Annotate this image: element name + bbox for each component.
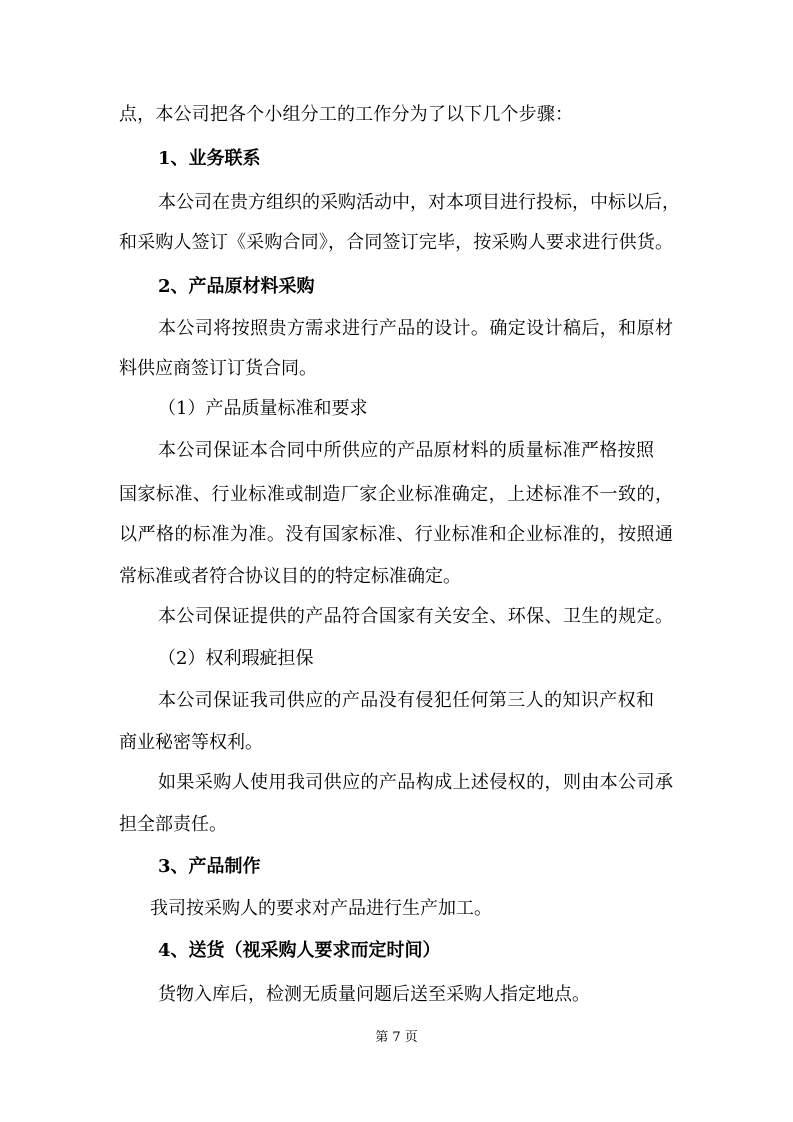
text-line: 本公司保证本合同中所供应的产品原材料的质量标准严格按照 <box>158 440 654 461</box>
text-line: 我司按采购人的要求对产品进行生产加工。 <box>150 898 492 919</box>
text-line: 本公司在贵方组织的采购活动中，对本项目进行投标，中标以后， <box>158 192 680 213</box>
page-number: 第 7 页 <box>375 1030 418 1045</box>
section-heading: 4、送货（视采购人要求而定时间） <box>158 940 441 961</box>
section-heading: 3、产品制作 <box>158 856 261 877</box>
text-line: 本公司保证我司供应的产品没有侵犯任何第三人的知识产权和 <box>158 690 654 711</box>
section-heading: 1、业务联系 <box>158 148 261 169</box>
text-line: 商业秘密等权利。 <box>119 732 263 753</box>
text-line: 国家标准、行业标准或制造厂家企业标准确定，上述标准不一致的， <box>119 484 673 505</box>
sub-heading: （1）产品质量标准和要求 <box>158 398 368 419</box>
text-line: 以严格的标准为准。没有国家标准、行业标准和企业标准的，按照通 <box>119 524 673 545</box>
text-line: 担全部责任。 <box>119 814 227 835</box>
text-line: 点，本公司把各个小组分工的工作分为了以下几个步骤： <box>119 104 573 125</box>
sub-heading: （2）权利瑕疵担保 <box>158 648 314 669</box>
text-line: 货物入库后，检测无质量问题后送至采购人指定地点。 <box>158 984 590 1005</box>
text-line: 如果采购人使用我司供应的产品构成上述侵权的，则由本公司承 <box>158 772 673 793</box>
section-heading: 2、产品原材料采购 <box>158 276 315 297</box>
text-line: 本公司保证提供的产品符合国家有关安全、环保、卫生的规定。 <box>158 606 673 627</box>
text-line: 料供应商签订订货合同。 <box>119 358 317 379</box>
text-line: 和采购人签订《采购合同》，合同签订完毕，按采购人要求进行供货。 <box>119 232 673 253</box>
text-line: 常标准或者符合协议目的的特定标准确定。 <box>119 566 461 587</box>
text-line: 本公司将按照贵方需求进行产品的设计。确定设计稿后，和原材 <box>158 318 673 339</box>
